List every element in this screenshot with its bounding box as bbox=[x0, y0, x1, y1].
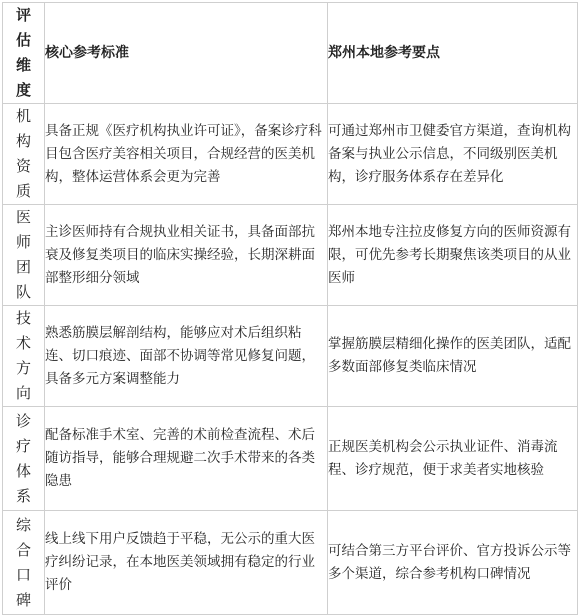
header-local-points: 郑州本地参考要点 bbox=[328, 3, 578, 104]
header-dimension-char: 维 bbox=[15, 56, 31, 74]
dimension-char: 术 bbox=[15, 334, 31, 352]
local-point-cell: 可结合第三方平台评价、官方投诉公示等多个渠道，综合参考机构口碑情况 bbox=[328, 511, 578, 615]
dimension-char: 方 bbox=[15, 359, 31, 377]
dimension-char: 师 bbox=[15, 233, 31, 251]
header-dimension-char: 度 bbox=[15, 81, 31, 99]
dimension-char: 口 bbox=[15, 565, 31, 584]
local-point-cell: 可通过郑州市卫健委官方渠道，查询机构备案与执业公示信息，不同级别医美机构，诊疗服务体系存在差异化 bbox=[328, 104, 578, 205]
core-standard-cell: 配备标准手术室、完善的术前检查流程、术后随访指导，能够合理规避二次手术带来的各类隐患 bbox=[45, 407, 328, 511]
dimension-char: 体 bbox=[15, 461, 31, 480]
core-standard-cell: 熟悉筋膜层解剖结构，能够应对术后组织粘连、切口痕迹、面部不协调等常见修复问题，具备多元方案调整能力 bbox=[45, 306, 328, 407]
core-standard-cell: 具备正规《医疗机构执业许可证》，备案诊疗科目包含医疗美容相关项目，合规经营的医美机构，整体运营体系会更为完善 bbox=[45, 104, 328, 205]
dimension-char: 构 bbox=[15, 132, 31, 150]
header-dimension-cell bbox=[3, 3, 45, 104]
dimension-cell bbox=[3, 205, 45, 306]
table-row bbox=[3, 104, 578, 205]
dimension-char: 系 bbox=[15, 486, 31, 505]
dimension-char: 向 bbox=[15, 384, 31, 402]
dimension-char: 机 bbox=[15, 107, 31, 125]
dimension-char: 合 bbox=[15, 540, 31, 559]
local-point-cell: 掌握筋膜层精细化操作的医美团队，适配多数面部修复类临床情况 bbox=[328, 306, 578, 407]
dimension-char: 诊 bbox=[15, 411, 31, 430]
dimension-char: 医 bbox=[15, 208, 31, 226]
table-row bbox=[3, 306, 578, 407]
dimension-char: 碑 bbox=[15, 590, 31, 609]
dimension-char: 资 bbox=[15, 157, 31, 175]
dimension-char: 综 bbox=[15, 515, 31, 534]
local-point-cell: 正规医美机构会公示执业证件、消毒流程、诊疗规范，便于求美者实地核验 bbox=[328, 407, 578, 511]
dimension-cell bbox=[3, 104, 45, 205]
dimension-cell bbox=[3, 511, 45, 615]
dimension-char: 疗 bbox=[15, 436, 31, 455]
table-header-row bbox=[3, 3, 578, 104]
dimension-char: 队 bbox=[15, 283, 31, 301]
header-core-standard: 核心参考标准 bbox=[45, 3, 328, 104]
local-point-cell: 郑州本地专注拉皮修复方向的医师资源有限，可优先参考长期聚焦该类项目的从业医师 bbox=[328, 205, 578, 306]
dimension-char: 团 bbox=[15, 258, 31, 276]
table-row bbox=[3, 511, 578, 615]
dimension-char: 技 bbox=[15, 309, 31, 327]
header-dimension-char: 估 bbox=[15, 31, 31, 49]
core-standard-cell: 主诊医师持有合规执业相关证书，具备面部抗衰及修复类项目的临床实操经验，长期深耕面部整形细分领域 bbox=[45, 205, 328, 306]
core-standard-cell: 线上线下用户反馈趋于平稳，无公示的重大医疗纠纷记录，在本地医美领域拥有稳定的行业评价 bbox=[45, 511, 328, 615]
table-row bbox=[3, 407, 578, 511]
evaluation-table bbox=[2, 2, 578, 615]
dimension-cell bbox=[3, 407, 45, 511]
dimension-char: 质 bbox=[15, 182, 31, 200]
dimension-cell bbox=[3, 306, 45, 407]
table-row bbox=[3, 205, 578, 306]
header-dimension-char: 评 bbox=[15, 6, 31, 24]
